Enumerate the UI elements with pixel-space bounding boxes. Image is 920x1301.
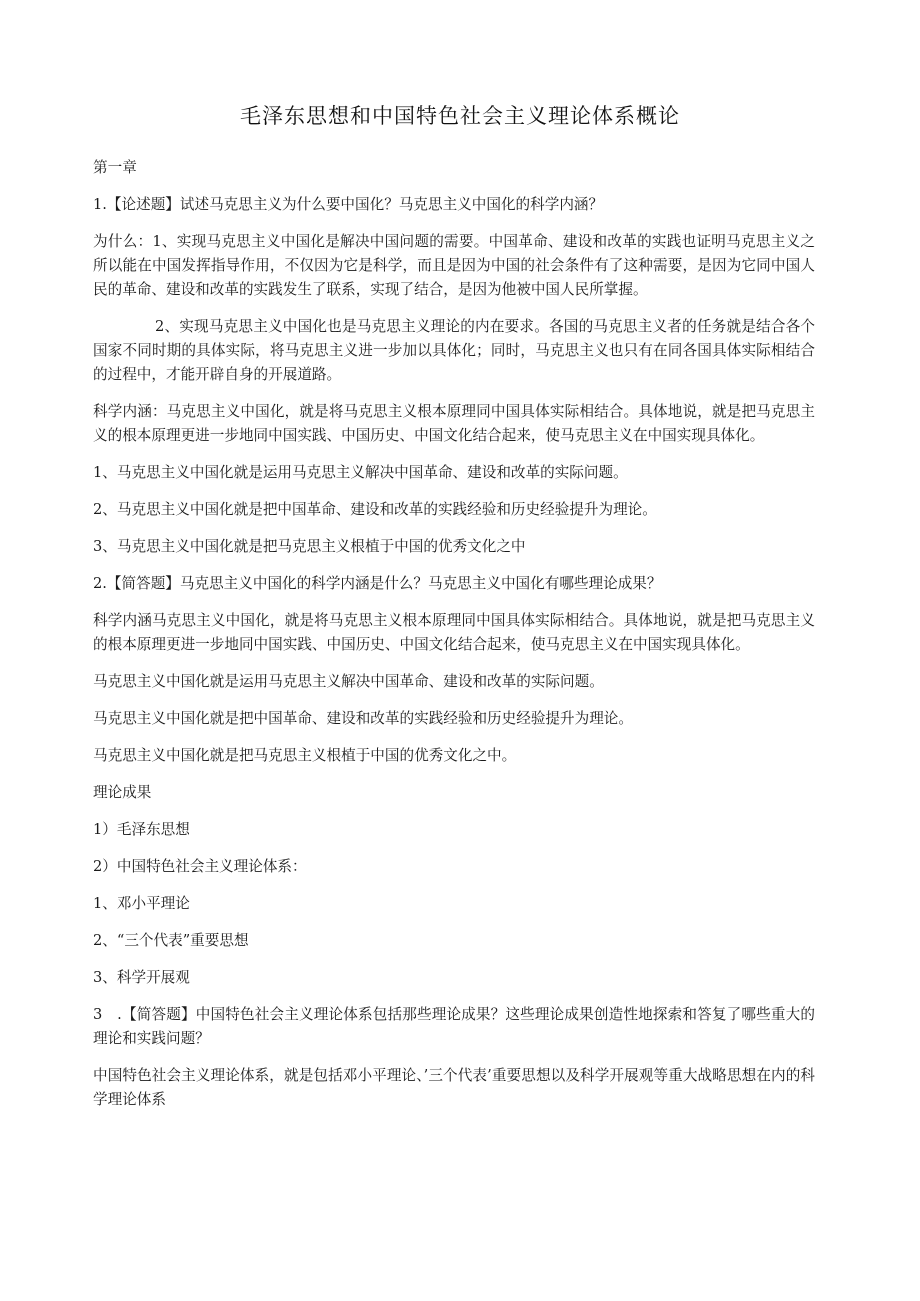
chapter-heading: 第一章 [93, 159, 137, 176]
answer-3: 中国特色社会主义理论体系，就是包括邓小平理论、’三个代表’重要思想以及科学开展观等重大战略思想在内的科学理论体系 [93, 1067, 815, 1108]
answer-2-item-2: 马克思主义中国化就是把中国革命、建设和改革的实践经验和历史经验提升为理论。 [93, 710, 633, 727]
answer-2-item-1: 马克思主义中国化就是运用马克思主义解决中国革命、建设和改革的实际问题。 [93, 673, 604, 690]
answer-1-why: 为什么：1、实现马克思主义中国化是解决中国问题的需要。中国革命、建设和改革的实践也证明马克思主义之所以能在中国发挥指导作用，不仅因为它是科学，而且是因为中国的社会条件有了这种需要，是因为它同中国人民的革命、建设和改革的实践发生了联系，实现了结合，是因为他被中国人民所掌握。 [93, 233, 815, 298]
theory-results-heading: 理论成果 [93, 784, 152, 801]
answer-1-item-3: 3、马克思主义中国化就是把马克思主义根植于中国的优秀文化之中 [93, 538, 526, 555]
answer-2-item-3: 马克思主义中国化就是把马克思主义根植于中国的优秀文化之中。 [93, 747, 517, 764]
theory-subitem-1: 1、邓小平理论 [93, 895, 190, 912]
document-title: 毛泽东思想和中国特色社会主义理论体系概论 [240, 104, 680, 128]
theory-subitem-3: 3、科学开展观 [93, 969, 190, 986]
answer-1-connotation: 科学内涵：马克思主义中国化，就是将马克思主义根本原理同中国具体实际相结合。具体地说，就是把马克思主义的根本原理更进一步地同中国实践、中国历史、中国文化结合起来，使马克思主义在中国实现具体化。 [93, 403, 815, 444]
answer-2-connotation: 科学内涵马克思主义中国化，就是将马克思主义根本原理同中国具体实际相结合。具体地说，就是把马克思主义的根本原理更进一步地同中国实践、中国历史、中国文化结合起来，使马克思主义在中国实现具体化。 [93, 612, 815, 653]
question-1: 1.【论述题】试述马克思主义为什么要中国化？马克思主义中国化的科学内涵？ [93, 196, 604, 213]
question-2: 2.【简答题】马克思主义中国化的科学内涵是什么？马克思主义中国化有哪些理论成果？ [93, 575, 662, 592]
theory-result-1: 1）毛泽东思想 [93, 821, 190, 838]
answer-1-item-1: 1、马克思主义中国化就是运用马克思主义解决中国革命、建设和改革的实际问题。 [93, 464, 628, 481]
answer-1-point-2: 2、实现马克思主义中国化也是马克思主义理论的内在要求。各国的马克思主义者的任务就是结合各个国家不同时期的具体实际，将马克思主义进一步加以具体化；同时，马克思主义也只有在同各国具体实际相结合的过程中，才能开辟自身的开展道路。 [93, 318, 815, 383]
theory-result-2: 2）中国特色社会主义理论体系： [93, 858, 307, 875]
question-3: 3 .【简答题】中国特色社会主义理论体系包括那些理论成果？这些理论成果创造性地探索和答复了哪些重大的理论和实践问题？ [93, 1006, 815, 1047]
document-body [93, 156, 815, 1125]
theory-subitem-2: 2、“三个代表”重要思想 [93, 932, 249, 949]
answer-1-item-2: 2、马克思主义中国化就是把中国革命、建设和改革的实践经验和历史经验提升为理论。 [93, 501, 657, 518]
